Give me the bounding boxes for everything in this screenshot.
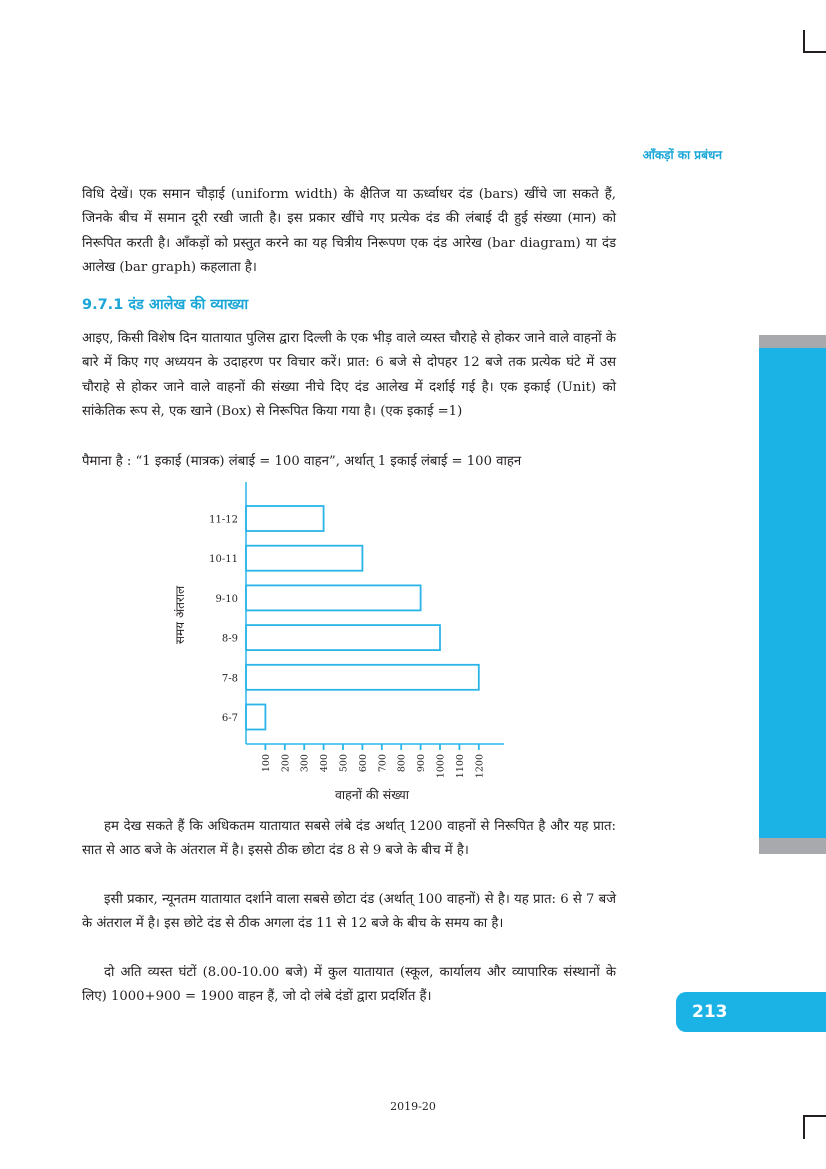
crop-mark-top-h (803, 51, 826, 53)
bar-8-9 (246, 625, 440, 650)
bar-6-7 (246, 705, 265, 730)
page-number: 213 (676, 992, 826, 1032)
x-tick-label-300: 300 (299, 754, 311, 773)
chapter-thumb-tab (759, 348, 826, 838)
x-tick-label-700: 700 (377, 754, 389, 773)
paragraph-traffic-study: आइए, किसी विशेष दिन यातायात पुलिस द्वारा दिल्ली के एक भीड़ वाले व्यस्त चौराहे से होकर जाने वाले वाहनों के बारे में किए गए अध्ययन के उदाहरण पर विचार करें। प्रात: 6 बजे से दोपहर 12 बजे तक प्रत्येक घंटे में उस चौराहे से होकर जाने वाले वाहनों की संख्या नीचे दिए दंड आलेख में दर्शाई गई है। एक इकाई (Unit) को सांकेतिक रूप से, एक खाने (Box) से निरूपित किया गया है। (एक इकाई =1) (82, 331, 616, 419)
paragraph-bar-diagram-intro: विधि देखें। एक समान चौड़ाई (uniform width) के क्षैतिज या ऊर्ध्वाधर दंड (bars) खींचे जा सकते हैं, जिनके बीच में समान दूरी रखी जाती है। इस प्रकार खींचे गए प्रत्येक दंड की लंबाई दी हुई संख्या (मान) को निरूपित करती है। आँकड़ों को प्रस्तुत करने का यह चित्रीय निरूपण एक दंड आरेख (bar diagram) या दंड आलेख (bar graph) कहलाता है। (82, 187, 616, 275)
bar-chart (160, 475, 520, 805)
running-head: आँकड़ों का प्रबंधन (642, 148, 722, 162)
x-tick-label-800: 800 (396, 754, 408, 773)
crop-mark-top (803, 30, 805, 52)
bar-10-11 (246, 546, 362, 571)
side-band-top (759, 335, 826, 349)
paragraph-busy-hours: दो अति व्यस्त घंटों (8.00-10.00 बजे) में कुल यातायात (स्कूल, कार्यालय और व्यापारिक संस्थानों के लिए) 1000+900 = 1900 वाहन हैं, जो दो लंबे दंडों द्वारा प्रदर्शित हैं। (82, 965, 616, 1005)
y-axis-title: समय अंतराल (173, 585, 187, 645)
x-axis-title: वाहनों की संख्या (334, 787, 410, 802)
bar-11-12 (246, 506, 324, 531)
x-tick-label-1000: 1000 (435, 754, 447, 779)
paragraph-max-traffic: हम देख सकते हैं कि अधिकतम यातायात सबसे लंबे दंड अर्थात् 1200 वाहनों से निरूपित है और यह प्रात: सात से आठ बजे के अंतराल में है। इससे ठीक छोटा दंड 8 से 9 बजे के बीच में है। (82, 819, 616, 859)
x-tick-label-1100: 1100 (454, 754, 466, 779)
x-tick-label-1200: 1200 (474, 754, 486, 779)
category-label-8-9: 8-9 (221, 633, 238, 645)
x-tick-label-200: 200 (280, 754, 292, 773)
scale-statement: पैमाना है : “1 इकाई (मात्रक) लंबाई = 100 वाहन”, अर्थात् 1 इकाई लंबाई = 100 वाहन (82, 454, 522, 469)
category-label-6-7: 6-7 (221, 713, 238, 724)
bar-7-8 (246, 665, 479, 690)
category-label-7-8: 7-8 (221, 673, 238, 685)
x-tick-label-100: 100 (260, 754, 272, 773)
section-heading: 9.7.1 दंड आलेख की व्याख्या (82, 297, 249, 313)
crop-mark-bottom-h (803, 1115, 826, 1117)
paragraph-min-traffic: इसी प्रकार, न्यूनतम यातायात दर्शाने वाला सबसे छोटा दंड (अर्थात् 100 वाहनों) से है। यह प्रात: 6 से 7 बजे के अंतराल में है। इस छोटे दंड से ठीक अगला दंड 11 से 12 बजे के बीच के समय का है। (82, 892, 616, 932)
x-tick-label-400: 400 (319, 754, 331, 773)
x-tick-label-500: 500 (338, 754, 350, 773)
x-tick-label-900: 900 (416, 754, 428, 773)
crop-mark-bottom (803, 1115, 805, 1139)
category-label-10-11: 10-11 (209, 554, 238, 566)
category-label-11-12: 11-12 (209, 514, 238, 526)
footer-year: 2019-20 (390, 1100, 436, 1113)
category-label-9-10: 9-10 (215, 593, 238, 605)
x-tick-label-600: 600 (357, 754, 369, 773)
side-band-bottom (759, 838, 826, 854)
bar-9-10 (246, 585, 421, 610)
